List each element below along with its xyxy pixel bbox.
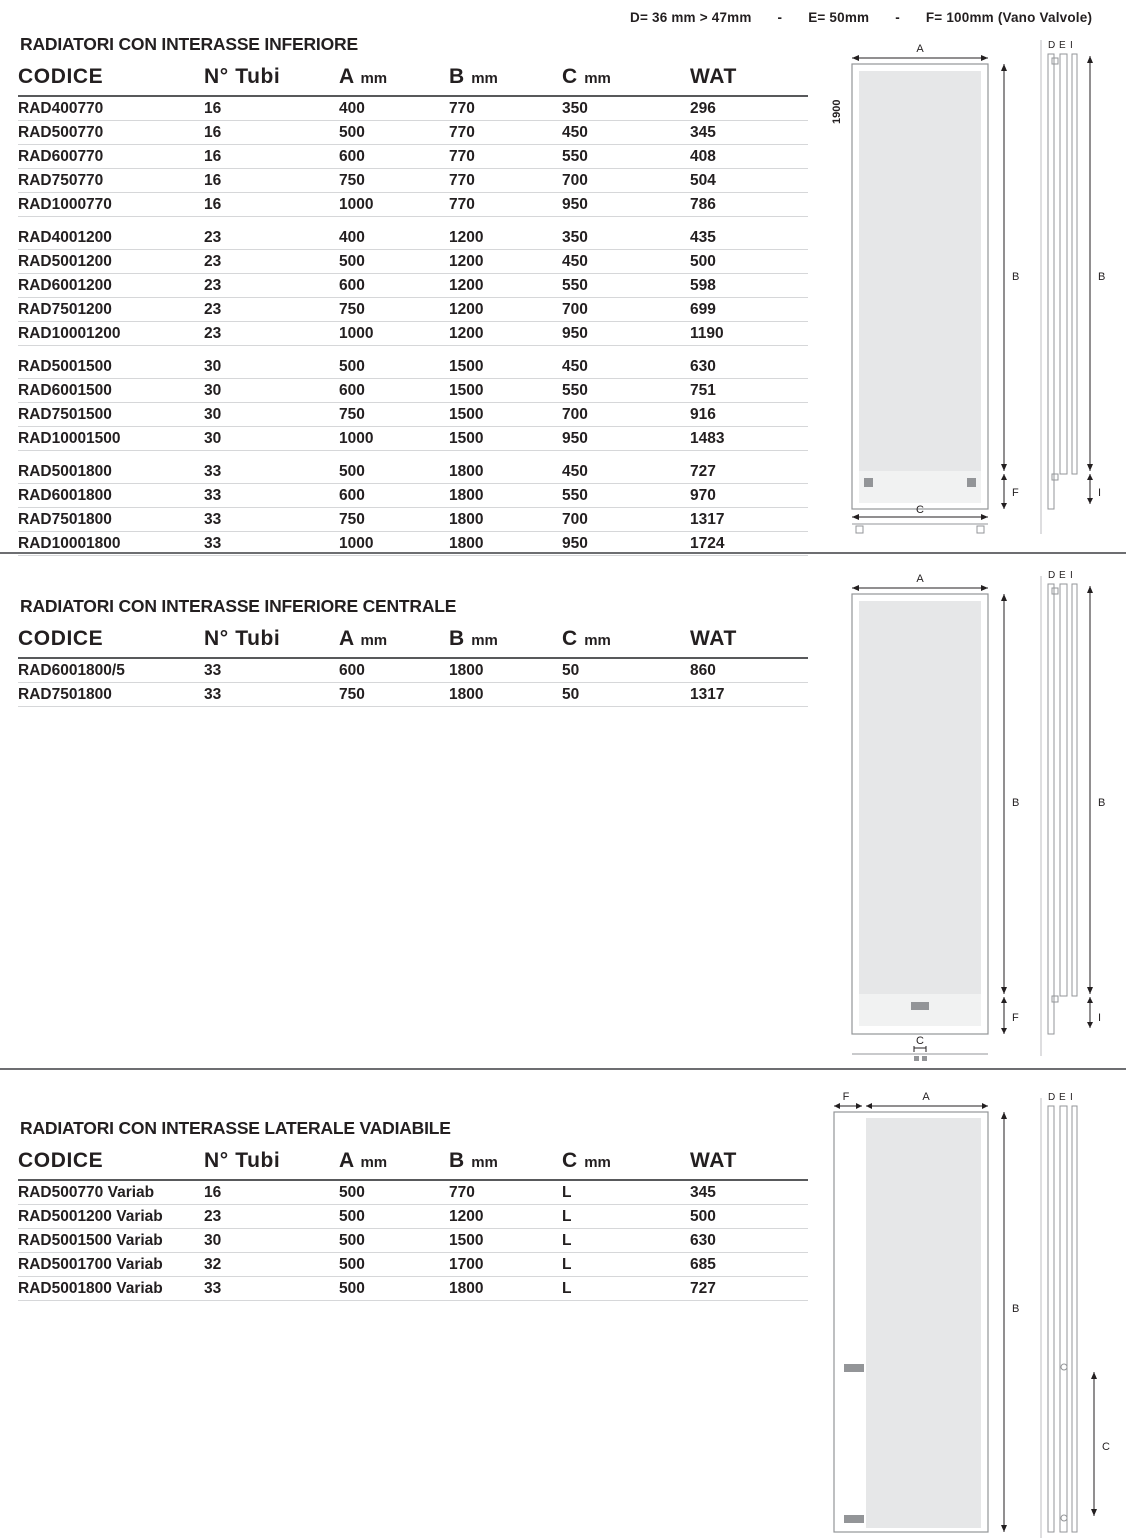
drawing-interasse-inferiore-centrale (826, 556, 1126, 1066)
cell-codice: RAD600770 (18, 145, 204, 169)
header-tubi-label: N° Tubi (204, 627, 281, 650)
legend-d: D= 36 mm > 47mm (630, 10, 752, 25)
cell-a: 500 (339, 121, 449, 145)
cell-tubi: 33 (204, 508, 339, 532)
header-wat: WAT (690, 61, 808, 96)
cell-c: L (562, 1229, 690, 1253)
cell-a: 750 (339, 403, 449, 427)
cell-codice: RAD5001500 (18, 346, 204, 379)
header-c-label: C (562, 65, 578, 88)
cell-codice: RAD7501800 (18, 683, 204, 707)
table-row (18, 403, 808, 427)
header-c (562, 1145, 690, 1180)
cell-codice: RAD500770 Variab (18, 1180, 204, 1205)
header-wat: WAT (690, 1145, 808, 1180)
header-b-unit: mm (471, 632, 498, 649)
cell-c: 350 (562, 217, 690, 250)
cell-c: 700 (562, 169, 690, 193)
header-c (562, 61, 690, 96)
cell-a: 750 (339, 508, 449, 532)
section-interasse-inferiore (0, 34, 1126, 554)
table-row (18, 193, 808, 217)
cell-codice: RAD500770 (18, 121, 204, 145)
cell-tubi: 16 (204, 121, 339, 145)
table-row (18, 298, 808, 322)
cell-codice: RAD6001500 (18, 379, 204, 403)
cell-c: 550 (562, 274, 690, 298)
header-a-unit: mm (360, 632, 388, 649)
header-c-unit: mm (584, 70, 611, 87)
cell-tubi: 33 (204, 683, 339, 707)
cell-b: 1200 (449, 298, 562, 322)
header-a-label: A (339, 65, 354, 88)
cell-b: 770 (449, 1180, 562, 1205)
cell-a: 750 (339, 683, 449, 707)
cell-a: 600 (339, 379, 449, 403)
cell-tubi: 23 (204, 298, 339, 322)
cell-a: 500 (339, 1229, 449, 1253)
table-row (18, 250, 808, 274)
cell-b: 1800 (449, 508, 562, 532)
header-tubi-label: N° Tubi (204, 1149, 281, 1172)
cell-codice: RAD5001200 (18, 250, 204, 274)
cell-codice: RAD10001800 (18, 532, 204, 556)
svg-text:C: C (1102, 1441, 1110, 1453)
cell-a: 500 (339, 1277, 449, 1301)
table-wrapper-3 (18, 1118, 808, 1301)
cell-c: 700 (562, 298, 690, 322)
cell-codice: RAD5001500 Variab (18, 1229, 204, 1253)
table-row (18, 274, 808, 298)
header-tubi (204, 61, 339, 96)
cell-c: L (562, 1205, 690, 1229)
legend-separator-1: - (777, 10, 783, 25)
table-header-row (18, 61, 808, 96)
header-b (449, 61, 562, 96)
cell-a: 500 (339, 451, 449, 484)
cell-wat: 598 (690, 274, 808, 298)
cell-codice: RAD5001800 Variab (18, 1277, 204, 1301)
cell-a: 1000 (339, 193, 449, 217)
cell-wat: 500 (690, 1205, 808, 1229)
svg-text:B: B (1098, 271, 1106, 283)
table-body-3 (18, 1180, 808, 1301)
section-title-1: RADIATORI CON INTERASSE INFERIORE (20, 34, 358, 54)
svg-text:I: I (1098, 1012, 1102, 1024)
cell-b: 1800 (449, 1277, 562, 1301)
table-row (18, 427, 808, 451)
header-a-label: A (339, 1149, 354, 1172)
cell-c: L (562, 1180, 690, 1205)
cell-a: 1000 (339, 532, 449, 556)
cell-codice: RAD7501800 (18, 508, 204, 532)
cell-c: 450 (562, 346, 690, 379)
header-c-unit: mm (584, 1154, 611, 1171)
header-c-label: C (562, 627, 578, 650)
cell-c: 450 (562, 451, 690, 484)
table-row (18, 169, 808, 193)
cell-tubi: 16 (204, 193, 339, 217)
header-codice: CODICE (18, 61, 204, 96)
cell-tubi: 23 (204, 217, 339, 250)
cell-codice: RAD750770 (18, 169, 204, 193)
product-table-3 (18, 1145, 808, 1301)
header-codice: CODICE (18, 623, 204, 658)
table-row (18, 1277, 808, 1301)
cell-a: 600 (339, 145, 449, 169)
cell-b: 1500 (449, 427, 562, 451)
cell-c: L (562, 1253, 690, 1277)
legend-e: E= 50mm (808, 10, 870, 25)
cell-codice: RAD10001200 (18, 322, 204, 346)
header-tubi (204, 623, 339, 658)
cell-wat: 296 (690, 96, 808, 121)
cell-wat: 685 (690, 1253, 808, 1277)
cell-wat: 500 (690, 250, 808, 274)
section-divider-2 (0, 1068, 1126, 1070)
cell-a: 400 (339, 96, 449, 121)
cell-wat: 860 (690, 658, 808, 683)
cell-wat: 1190 (690, 322, 808, 346)
svg-text:I: I (1098, 487, 1102, 499)
cell-tubi: 23 (204, 1205, 339, 1229)
cell-b: 1800 (449, 532, 562, 556)
table-row (18, 1205, 808, 1229)
cell-tubi: 30 (204, 346, 339, 379)
svg-text:A: A (916, 573, 924, 585)
cell-wat: 345 (690, 121, 808, 145)
cell-c: L (562, 1277, 690, 1301)
svg-text:E: E (1059, 570, 1066, 581)
cell-wat: 1724 (690, 532, 808, 556)
table-row (18, 683, 808, 707)
cell-wat: 630 (690, 346, 808, 379)
cell-tubi: 33 (204, 1277, 339, 1301)
svg-text:B: B (1012, 271, 1020, 283)
cell-b: 1500 (449, 1229, 562, 1253)
svg-text:C: C (916, 504, 924, 516)
cell-tubi: 33 (204, 451, 339, 484)
cell-wat: 345 (690, 1180, 808, 1205)
table-row (18, 1180, 808, 1205)
cell-a: 500 (339, 250, 449, 274)
table-header-row (18, 623, 808, 658)
header-a (339, 623, 449, 658)
table-row (18, 508, 808, 532)
table-row (18, 322, 808, 346)
svg-text:D: D (1048, 40, 1056, 51)
cell-c: 700 (562, 508, 690, 532)
cell-a: 600 (339, 274, 449, 298)
cell-wat: 408 (690, 145, 808, 169)
svg-text:A: A (922, 1091, 930, 1103)
cell-wat: 970 (690, 484, 808, 508)
table-row (18, 484, 808, 508)
cell-a: 750 (339, 169, 449, 193)
table-row (18, 1253, 808, 1277)
table-row (18, 217, 808, 250)
cell-b: 1200 (449, 250, 562, 274)
cell-a: 1000 (339, 322, 449, 346)
cell-c: 50 (562, 658, 690, 683)
cell-b: 1800 (449, 484, 562, 508)
svg-text:B: B (1012, 1303, 1020, 1315)
cell-wat: 630 (690, 1229, 808, 1253)
table-row (18, 1229, 808, 1253)
svg-text:C: C (916, 1035, 924, 1047)
cell-a: 500 (339, 1180, 449, 1205)
svg-text:1900: 1900 (831, 99, 843, 124)
table-row (18, 96, 808, 121)
cell-codice: RAD10001500 (18, 427, 204, 451)
cell-tubi: 16 (204, 169, 339, 193)
header-b (449, 1145, 562, 1180)
cell-b: 770 (449, 169, 562, 193)
drawing-interasse-inferiore (826, 34, 1126, 554)
header-c-unit: mm (584, 632, 611, 649)
header-a (339, 1145, 449, 1180)
svg-text:I: I (1070, 570, 1073, 581)
cell-tubi: 32 (204, 1253, 339, 1277)
header-a-unit: mm (360, 1154, 388, 1171)
cell-c: 550 (562, 484, 690, 508)
cell-a: 500 (339, 1253, 449, 1277)
cell-tubi: 23 (204, 322, 339, 346)
cell-b: 1700 (449, 1253, 562, 1277)
section-interasse-laterale-vadiabile (0, 1072, 1126, 1538)
svg-text:D: D (1048, 570, 1056, 581)
header-a-unit: mm (360, 70, 388, 87)
svg-text:I: I (1070, 1092, 1073, 1103)
cell-codice: RAD6001800 (18, 484, 204, 508)
table-body-1 (18, 96, 808, 556)
cell-a: 1000 (339, 427, 449, 451)
cell-c: 450 (562, 121, 690, 145)
legend-separator-2: - (895, 10, 900, 25)
cell-b: 1800 (449, 451, 562, 484)
cell-b: 1500 (449, 379, 562, 403)
cell-tubi: 30 (204, 403, 339, 427)
cell-b: 1500 (449, 403, 562, 427)
section-divider-1 (0, 552, 1126, 554)
cell-b: 1800 (449, 683, 562, 707)
cell-wat: 727 (690, 451, 808, 484)
section-title-3: RADIATORI CON INTERASSE LATERALE VADIABILE (20, 1118, 451, 1138)
cell-c: 50 (562, 683, 690, 707)
cell-tubi: 16 (204, 145, 339, 169)
cell-codice: RAD1000770 (18, 193, 204, 217)
cell-c: 700 (562, 403, 690, 427)
cell-b: 770 (449, 121, 562, 145)
header-a-label: A (339, 627, 354, 650)
svg-text:F: F (1012, 1012, 1019, 1024)
cell-a: 400 (339, 217, 449, 250)
section-title-2: RADIATORI CON INTERASSE INFERIORE CENTRALE (20, 596, 457, 616)
svg-text:E: E (1059, 1092, 1066, 1103)
cell-b: 1200 (449, 1205, 562, 1229)
cell-codice: RAD400770 (18, 96, 204, 121)
cell-codice: RAD5001800 (18, 451, 204, 484)
cell-tubi: 16 (204, 96, 339, 121)
table-row (18, 346, 808, 379)
cell-codice: RAD7501500 (18, 403, 204, 427)
cell-wat: 1483 (690, 427, 808, 451)
section-interasse-inferiore-centrale (0, 556, 1126, 1066)
cell-wat: 1317 (690, 683, 808, 707)
svg-text:A: A (916, 43, 924, 55)
cell-wat: 504 (690, 169, 808, 193)
svg-text:B: B (1098, 797, 1106, 809)
cell-c: 450 (562, 250, 690, 274)
cell-wat: 727 (690, 1277, 808, 1301)
cell-tubi: 23 (204, 274, 339, 298)
table-row (18, 658, 808, 683)
cell-b: 1200 (449, 322, 562, 346)
cell-a: 500 (339, 346, 449, 379)
cell-c: 950 (562, 532, 690, 556)
cell-wat: 916 (690, 403, 808, 427)
cell-b: 1800 (449, 658, 562, 683)
cell-tubi: 30 (204, 1229, 339, 1253)
cell-c: 950 (562, 322, 690, 346)
cell-c: 950 (562, 427, 690, 451)
svg-text:B: B (1012, 797, 1020, 809)
cell-codice: RAD6001800/5 (18, 658, 204, 683)
cell-b: 770 (449, 145, 562, 169)
svg-text:F: F (842, 1091, 850, 1103)
product-table-1 (18, 61, 808, 556)
cell-wat: 699 (690, 298, 808, 322)
cell-a: 600 (339, 658, 449, 683)
cell-wat: 786 (690, 193, 808, 217)
header-b-label: B (449, 65, 465, 88)
cell-tubi: 23 (204, 250, 339, 274)
cell-b: 770 (449, 193, 562, 217)
header-a (339, 61, 449, 96)
cell-tubi: 33 (204, 484, 339, 508)
table-row (18, 145, 808, 169)
table-row (18, 379, 808, 403)
cell-wat: 1317 (690, 508, 808, 532)
header-wat: WAT (690, 623, 808, 658)
table-body-2 (18, 658, 808, 707)
table-wrapper-2 (18, 596, 808, 707)
header-c-label: C (562, 1149, 578, 1172)
cell-c: 350 (562, 96, 690, 121)
header-tubi (204, 1145, 339, 1180)
svg-text:D: D (1048, 1092, 1056, 1103)
cell-tubi: 30 (204, 379, 339, 403)
cell-codice: RAD5001700 Variab (18, 1253, 204, 1277)
table-header-row (18, 1145, 808, 1180)
cell-b: 1200 (449, 217, 562, 250)
header-codice: CODICE (18, 1145, 204, 1180)
svg-text:E: E (1059, 40, 1066, 51)
cell-codice: RAD7501200 (18, 298, 204, 322)
cell-tubi: 33 (204, 658, 339, 683)
cell-wat: 435 (690, 217, 808, 250)
cell-b: 1200 (449, 274, 562, 298)
cell-tubi: 16 (204, 1180, 339, 1205)
header-tubi-label: N° Tubi (204, 65, 281, 88)
header-b-unit: mm (471, 70, 498, 87)
cell-tubi: 30 (204, 427, 339, 451)
svg-text:I: I (1070, 40, 1073, 51)
legend-f: F= 100mm (Vano Valvole) (925, 10, 1093, 25)
svg-text:F: F (1012, 487, 1019, 499)
header-c (562, 623, 690, 658)
header-b-label: B (449, 1149, 465, 1172)
product-table-2 (18, 623, 808, 707)
legend-dimensions (630, 10, 1110, 25)
cell-b: 770 (449, 96, 562, 121)
cell-a: 750 (339, 298, 449, 322)
cell-codice: RAD5001200 Variab (18, 1205, 204, 1229)
cell-a: 600 (339, 484, 449, 508)
cell-a: 500 (339, 1205, 449, 1229)
cell-codice: RAD6001200 (18, 274, 204, 298)
cell-c: 950 (562, 193, 690, 217)
table-row (18, 121, 808, 145)
drawing-interasse-laterale-vadiabile (826, 1072, 1126, 1538)
table-wrapper-1 (18, 34, 808, 556)
cell-c: 550 (562, 379, 690, 403)
header-b-unit: mm (471, 1154, 498, 1171)
header-b-label: B (449, 627, 465, 650)
cell-c: 550 (562, 145, 690, 169)
header-b (449, 623, 562, 658)
cell-b: 1500 (449, 346, 562, 379)
cell-codice: RAD4001200 (18, 217, 204, 250)
table-row (18, 451, 808, 484)
cell-wat: 751 (690, 379, 808, 403)
cell-tubi: 33 (204, 532, 339, 556)
